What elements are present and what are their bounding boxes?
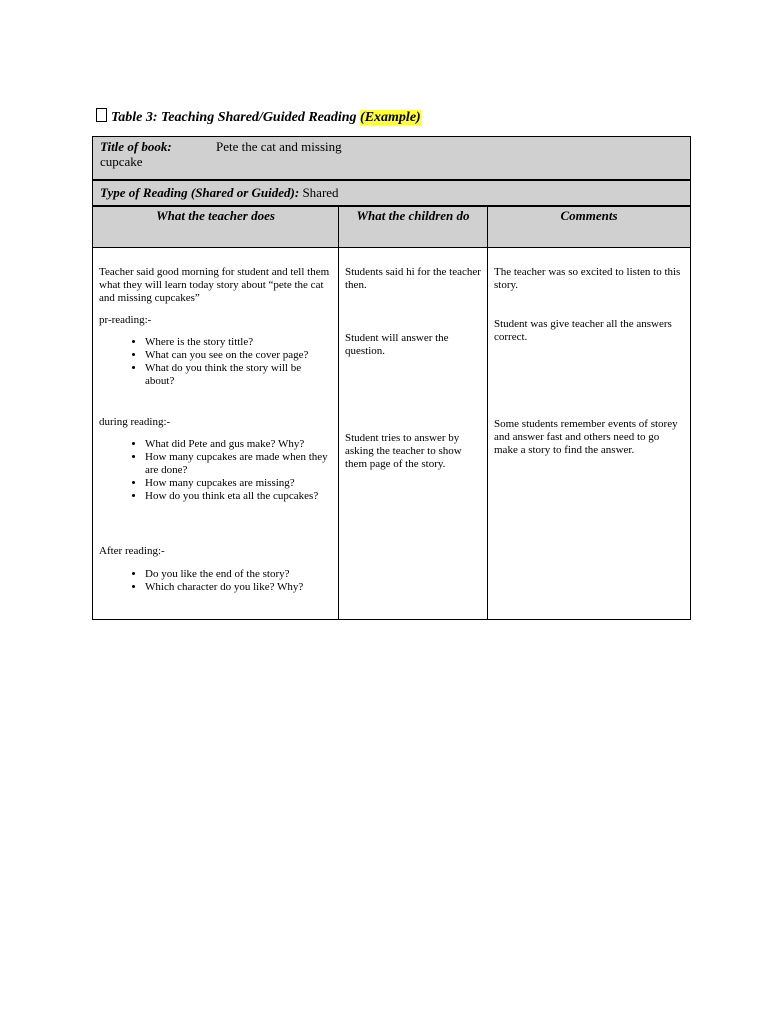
- missing-glyph-icon: [96, 108, 107, 122]
- list-item: • How many cupcakes are made when they are done?: [145, 451, 332, 477]
- reading-table: [92, 136, 691, 620]
- reading-type-row: [93, 180, 690, 206]
- caption-highlight: (Example): [360, 110, 421, 125]
- reading-type-value: Shared: [299, 185, 339, 200]
- list-item: • Where is the story tittle?: [145, 336, 332, 349]
- column-header-row: [93, 206, 690, 248]
- book-title-row: [93, 137, 690, 180]
- book-title-label: Title of book:: [100, 139, 172, 154]
- list-item: • What can you see on the cover page?: [145, 349, 332, 362]
- after-reading-list: [99, 568, 332, 594]
- list-item: • Do you like the end of the story?: [145, 568, 332, 581]
- list-item: • How do you think eta all the cupcakes?: [145, 490, 332, 503]
- book-title-value: Pete the cat and missing: [216, 139, 342, 154]
- list-item: • How many cupcakes are missing?: [145, 477, 332, 490]
- header-comments: Comments: [560, 208, 618, 223]
- table-body-row: [93, 248, 690, 619]
- header-teacher: What the teacher does: [93, 207, 339, 247]
- comment-1: The teacher was so excited to listen to this story.: [494, 266, 681, 291]
- list-item: • What do you think the story will be about?: [145, 362, 332, 388]
- children-step-3: Student tries to answer by asking the teacher to show them page of the story.: [345, 432, 462, 470]
- table-caption: [96, 108, 421, 126]
- comments-cell: [488, 248, 690, 619]
- teacher-cell: [93, 248, 339, 619]
- comment-3: Some students remember events of storey and answer fast and others need to go make a story to find the answer.: [494, 418, 678, 456]
- pre-reading-list: [99, 336, 332, 388]
- children-step-2: Student will answer the question.: [345, 332, 449, 357]
- children-step-1: Students said hi for the teacher then.: [345, 266, 481, 291]
- pre-reading-label: pr-reading:-: [99, 314, 152, 326]
- header-children: What the children do: [339, 207, 488, 247]
- book-title-value-cont: cupcake: [100, 154, 143, 169]
- teacher-intro: Teacher said good morning for student and tell them what they will learn today story about “pete the cat and missing cupcakes”: [99, 266, 330, 304]
- after-reading-label: After reading:-: [99, 545, 165, 557]
- comment-2: Student was give teacher all the answers correct.: [494, 318, 672, 343]
- caption-text: Table 3: Teaching Shared/Guided Reading: [111, 110, 361, 125]
- list-item: • What did Pete and gus make? Why?: [145, 438, 332, 451]
- reading-type-label: Type of Reading (Shared or Guided):: [100, 185, 300, 200]
- children-cell: [339, 248, 488, 619]
- during-reading-label: during reading:-: [99, 416, 171, 428]
- list-item: • Which character do you like? Why?: [145, 581, 332, 594]
- during-reading-list: [99, 438, 332, 503]
